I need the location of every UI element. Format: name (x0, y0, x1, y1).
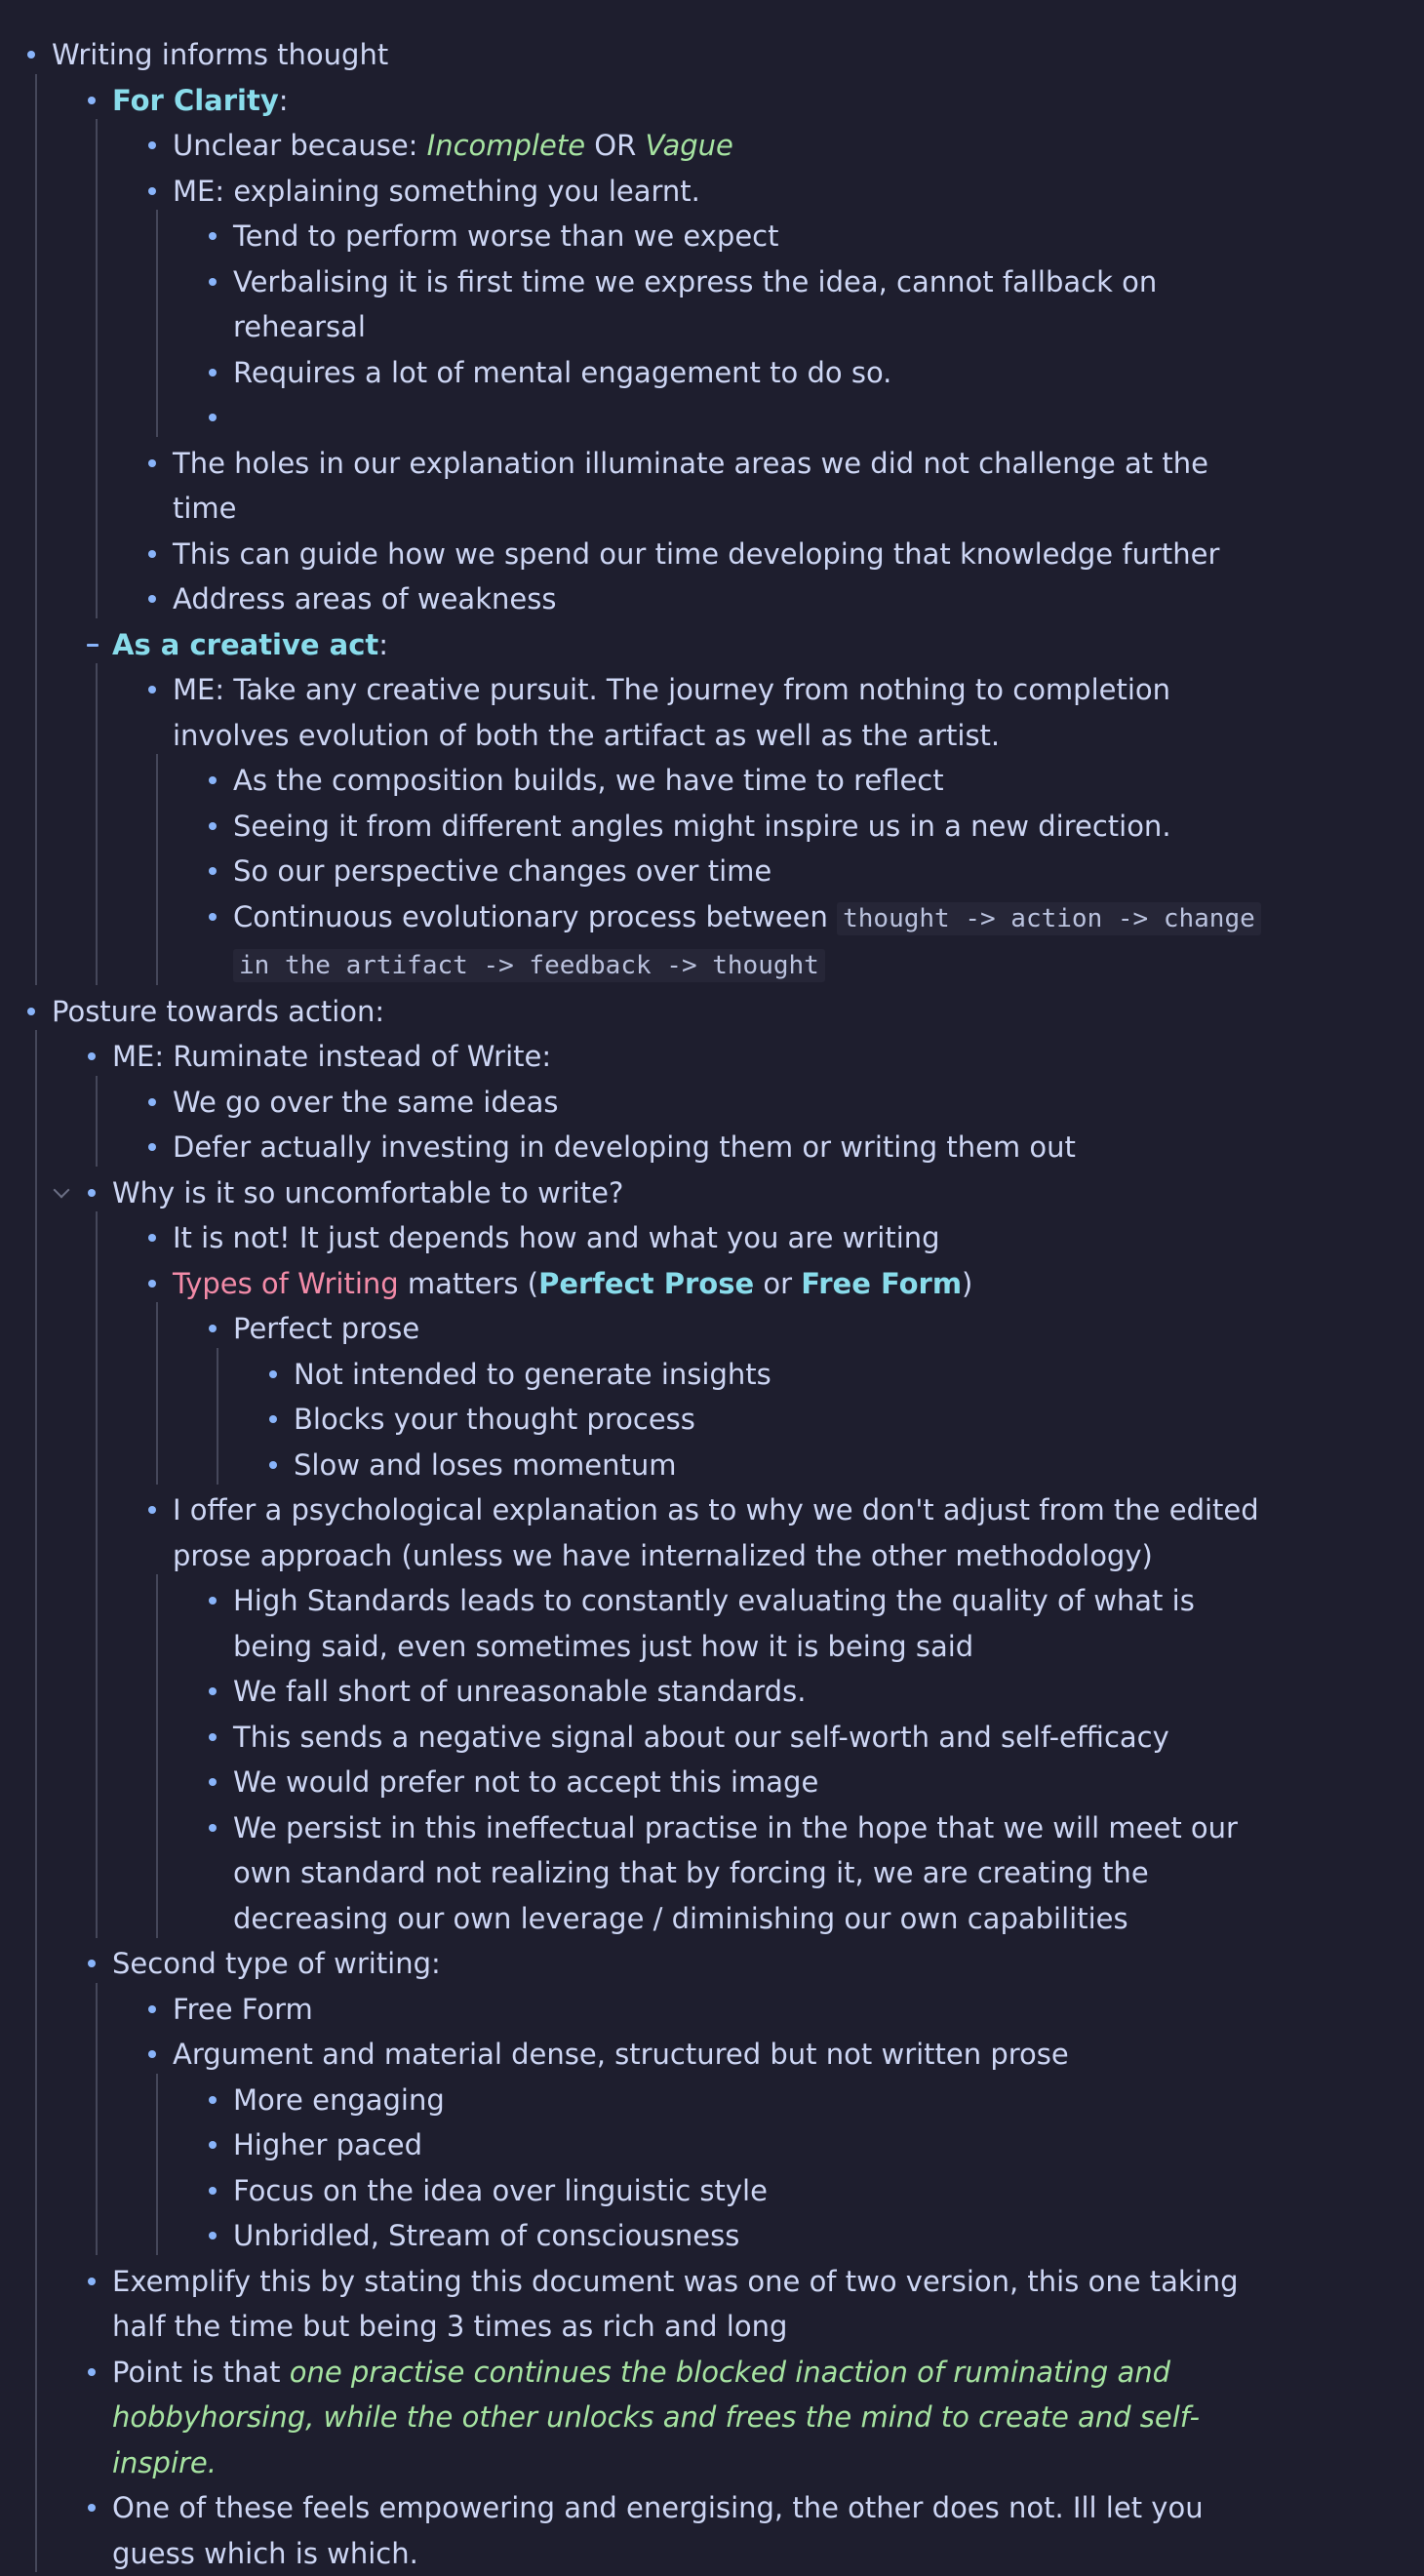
text-segment: Not intended to generate insights (294, 1357, 771, 1391)
text-segment: Point is that (112, 2355, 290, 2389)
outline-item[interactable] (0, 32, 1268, 78)
outline-item-text[interactable] (173, 447, 1208, 526)
page-link[interactable]: For Clarity (112, 83, 279, 117)
text-segment: We persist in this ineffectual practise in the hope that we will meet our own standard not realizing that by forcing it, we are creating the decreasing our own leverage / diminishing our own capabilities (233, 1810, 1238, 1935)
outline-item-text[interactable] (173, 1130, 1076, 1164)
outline-item-text[interactable] (233, 854, 771, 888)
outline-item[interactable] (0, 894, 1268, 989)
text-segment: I offer a psychological explanation as to why we don't adjust from the edited prose approach (unless we have internalized the other methodology) (173, 1493, 1259, 1572)
text-segment: As the composition builds, we have time to reflect (233, 764, 944, 797)
text-segment: Perfect prose (233, 1312, 420, 1345)
outline-item-text[interactable] (233, 900, 1261, 981)
text-segment: ME: Take any creative pursuit. The journey from nothing to completion involves evolution of both the artifact as well as the artist. (173, 673, 1171, 752)
outline-item-text[interactable] (294, 1448, 676, 1482)
bullet-icon[interactable] (27, 51, 35, 59)
outline-item-text[interactable] (173, 537, 1219, 571)
text-segment: matters ( (398, 1266, 539, 1300)
bullet-icon[interactable] (209, 776, 217, 784)
outline-item-text[interactable] (112, 628, 388, 661)
text-segment: Second type of writing: (112, 1947, 441, 1980)
text-segment: Writing informs thought (52, 38, 389, 71)
outline-item[interactable] (0, 1215, 1268, 1261)
outline-item[interactable] (0, 395, 1268, 441)
outline-item-text[interactable] (173, 1267, 972, 1300)
page-link[interactable]: Perfect Prose (538, 1266, 755, 1300)
bullet-icon[interactable] (88, 2368, 96, 2376)
outline-item-text[interactable] (173, 1086, 558, 1119)
outline-item[interactable] (0, 214, 1268, 259)
bullet-icon[interactable] (88, 1960, 96, 1967)
bullet-icon[interactable] (27, 1008, 35, 1015)
outline-item-text[interactable] (233, 1765, 818, 1799)
bullet-icon[interactable] (209, 1325, 217, 1332)
outline-item[interactable] (0, 259, 1268, 350)
bullet-icon[interactable] (148, 141, 156, 149)
outline-item-text[interactable] (233, 1584, 1195, 1663)
indent-guide (156, 210, 158, 437)
outline-item[interactable] (0, 1397, 1268, 1443)
text-segment: So our perspective changes over time (233, 854, 772, 888)
bullet-icon[interactable] (269, 1415, 277, 1423)
bullet-icon[interactable] (209, 867, 217, 875)
bullet-icon[interactable] (88, 2504, 96, 2512)
text-segment: More engaging (233, 2082, 445, 2117)
text-segment: Address areas of weakness (173, 582, 557, 615)
emphasized-text: Incomplete (426, 129, 586, 162)
text-segment: Exemplify this by stating this document was one of two version, this one taking half the time but being 3 times as rich and long (112, 2264, 1239, 2343)
text-segment: Unclear because: (173, 129, 427, 162)
text-segment: High Standards leads to constantly evaluating the quality of what is being said, even sometimes just how it is being said (233, 1584, 1195, 1663)
outline-item[interactable] (0, 1941, 1268, 1987)
outline-item-text[interactable] (233, 1811, 1238, 1935)
bullet-icon[interactable] (209, 2141, 217, 2149)
outline-item-text[interactable] (233, 356, 891, 389)
text-segment: : (278, 83, 289, 117)
outline-item-text[interactable] (173, 1221, 940, 1254)
outline-item[interactable] (0, 576, 1268, 622)
bullet-icon[interactable] (88, 1052, 96, 1060)
outline-item[interactable] (0, 2213, 1268, 2259)
text-segment: or (754, 1266, 802, 1300)
bullet-icon[interactable] (209, 1597, 217, 1605)
bullet-icon[interactable] (209, 1824, 217, 1832)
text-segment: Defer actually investing in developing them or writing them out (173, 1130, 1076, 1164)
text-segment: The holes in our explanation illuminate areas we did not challenge at the time (173, 446, 1208, 525)
outline-item[interactable] (0, 1125, 1268, 1170)
text-segment: Focus on the idea over linguistic style (233, 2173, 768, 2207)
emphasized-text: one practise continues the blocked inaction of ruminating and hobbyhorsing, while the other unlocks and frees the mind to create and self-inspire. (112, 2355, 1200, 2479)
text-segment: Why is it so uncomfortable to write? (112, 1175, 624, 1209)
outline-item-text[interactable] (233, 2083, 445, 2117)
bullet-icon[interactable] (148, 2005, 156, 2013)
outline-item-text[interactable] (233, 401, 242, 434)
indent-guide (96, 1076, 98, 1167)
inline-code: thought -> action -> change in the artifact -> feedback -> thought (233, 902, 1261, 983)
text-segment: We would prefer not to accept this image (233, 1765, 819, 1799)
outline-item-text[interactable] (112, 1040, 551, 1073)
page-link[interactable]: Free Form (801, 1266, 963, 1300)
outline-item-text[interactable] (52, 38, 388, 71)
outline-item[interactable] (0, 2078, 1268, 2123)
indent-guide (96, 1983, 98, 2255)
outline-item-text[interactable] (173, 2038, 1069, 2071)
indent-guide (156, 1574, 158, 1938)
outline-item[interactable] (0, 1715, 1268, 1761)
bullet-icon[interactable] (88, 97, 96, 104)
dash-bullet-icon[interactable] (87, 644, 99, 647)
outline-item[interactable] (0, 1034, 1268, 1080)
indent-guide (96, 663, 98, 985)
text-segment: It is not! It just depends how and what you are writing (173, 1221, 940, 1254)
text-segment: Unbridled, Stream of consciousness (233, 2219, 740, 2252)
bullet-icon[interactable] (148, 550, 156, 558)
text-segment: Argument and material dense, structured but not written prose (173, 2038, 1069, 2071)
text-segment: ME: explaining something you learnt. (173, 174, 700, 208)
bullet-icon[interactable] (148, 459, 156, 467)
bullet-icon[interactable] (209, 2232, 217, 2239)
bullet-icon[interactable] (209, 369, 217, 376)
bullet-icon[interactable] (209, 2187, 217, 2195)
bullet-icon[interactable] (209, 414, 217, 421)
outline-item-text[interactable] (233, 219, 778, 253)
outline-item[interactable] (0, 2350, 1268, 2486)
outline-item[interactable] (0, 1760, 1268, 1805)
outline-item-text[interactable] (112, 1947, 441, 1980)
bullet-icon[interactable] (209, 1778, 217, 1786)
outline-item-text[interactable] (294, 1358, 771, 1391)
outline-item-text[interactable] (233, 2174, 768, 2207)
text-segment: Posture towards action: (52, 994, 385, 1028)
text-segment: Higher paced (233, 2128, 423, 2161)
outline-item[interactable] (0, 1306, 1268, 1352)
outline-item-text[interactable] (173, 1993, 313, 2026)
outline-item-text[interactable] (112, 1176, 623, 1209)
bullet-icon[interactable] (148, 1234, 156, 1242)
bullet-icon[interactable] (209, 2096, 217, 2104)
outline-item[interactable] (0, 1080, 1268, 1126)
outline-item[interactable] (0, 758, 1268, 804)
bullet-icon[interactable] (209, 278, 217, 286)
outline-item[interactable] (0, 2259, 1268, 2350)
bullet-icon[interactable] (209, 1687, 217, 1695)
indent-guide (156, 754, 158, 985)
outline-item-text[interactable] (294, 1403, 695, 1436)
bullet-icon[interactable] (148, 2050, 156, 2058)
indent-guide (35, 1030, 37, 2572)
outline-item-text[interactable] (233, 265, 1157, 344)
text-segment: Requires a lot of mental engagement to do so. (233, 355, 892, 389)
outline-item-text[interactable] (112, 2356, 1200, 2479)
bullet-icon[interactable] (148, 187, 156, 195)
emphasized-text: Vague (645, 129, 733, 162)
chevron-down-icon[interactable] (54, 1181, 70, 1198)
bullet-icon[interactable] (148, 595, 156, 603)
bullet-icon[interactable] (209, 913, 217, 921)
outline-item[interactable] (0, 1805, 1268, 1942)
indent-guide (217, 1348, 218, 1485)
outline-item[interactable] (0, 849, 1268, 894)
outline-item-text[interactable] (173, 673, 1170, 752)
text-segment: ME: Ruminate instead of Write: (112, 1040, 552, 1073)
indent-guide (96, 119, 98, 618)
outline-item[interactable] (0, 1170, 1268, 1216)
text-segment: Free Form (173, 1992, 313, 2026)
text-segment: : (378, 627, 389, 661)
outline-item[interactable] (0, 1487, 1268, 1578)
bullet-icon[interactable] (148, 1506, 156, 1514)
text-segment: This can guide how we spend our time developing that knowledge further (173, 536, 1220, 571)
bullet-icon[interactable] (209, 1733, 217, 1741)
outline-item-text[interactable] (173, 1493, 1259, 1572)
indent-guide (156, 1302, 158, 1485)
outline-item[interactable] (0, 989, 1268, 1035)
text-segment: ) (962, 1266, 973, 1300)
indent-guide (35, 74, 37, 985)
indent-guide (156, 2074, 158, 2255)
outline-item-text[interactable] (233, 2219, 739, 2252)
outline-item[interactable] (0, 667, 1268, 758)
outline-item[interactable] (0, 1443, 1268, 1488)
outline-item-text[interactable] (233, 1675, 806, 1708)
outline-item-text[interactable] (233, 764, 944, 797)
bullet-icon[interactable] (148, 1098, 156, 1106)
outline-item-text[interactable] (233, 1312, 419, 1345)
bullet-icon[interactable] (269, 1370, 277, 1378)
text-segment: Slow and loses momentum (294, 1447, 677, 1482)
bullet-icon[interactable] (209, 232, 217, 240)
outline-item-text[interactable] (112, 2265, 1239, 2344)
text-segment: Verbalising it is first time we express the idea, cannot fallback on rehearsal (233, 264, 1158, 343)
outline-item[interactable] (0, 441, 1268, 532)
text-segment: One of these feels empowering and energising, the other does not. Ill let you guess which is which. (112, 2491, 1204, 2570)
bullet-icon[interactable] (269, 1461, 277, 1469)
outline-item[interactable] (0, 1669, 1268, 1715)
outline-item[interactable] (0, 532, 1268, 577)
text-segment: Seeing it from different angles might inspire us in a new direction. (233, 809, 1171, 843)
text-segment: Continuous evolutionary process between (233, 899, 838, 933)
outline-item-text[interactable] (173, 582, 556, 615)
bullet-icon[interactable] (148, 1143, 156, 1151)
text-segment: Blocks your thought process (294, 1403, 695, 1436)
outline-item[interactable] (0, 350, 1268, 396)
indent-guide (96, 1211, 98, 1938)
outline-item-text[interactable] (233, 810, 1171, 843)
outline-item[interactable] (0, 78, 1268, 124)
outline-item[interactable] (0, 2032, 1268, 2078)
text-segment: This sends a negative signal about our self-worth and self-efficacy (233, 1720, 1169, 1754)
outline-item[interactable] (0, 622, 1268, 668)
outline-item-text[interactable] (52, 995, 384, 1028)
outline-item[interactable] (0, 1578, 1268, 1669)
bullet-icon[interactable] (148, 1280, 156, 1288)
bullet-icon[interactable] (148, 686, 156, 694)
outline-item[interactable] (0, 2122, 1268, 2168)
outline-item[interactable] (0, 1261, 1268, 1307)
outline-item-text[interactable] (173, 175, 700, 208)
outline-item[interactable] (0, 2168, 1268, 2214)
text-segment: Tend to perform worse than we expect (233, 219, 779, 253)
outline-item[interactable] (0, 169, 1268, 215)
outline-item-text[interactable] (112, 2491, 1204, 2570)
bullet-icon[interactable] (88, 2278, 96, 2285)
outline-item[interactable] (0, 1352, 1268, 1398)
text-segment: We go over the same ideas (173, 1085, 559, 1119)
outline-item[interactable] (0, 1987, 1268, 2033)
text-segment: OR (585, 129, 646, 162)
outline-item[interactable] (0, 2485, 1268, 2576)
outline-item-text[interactable] (112, 84, 289, 117)
highlighted-text[interactable]: Types of Writing (173, 1266, 399, 1300)
outline-item-text[interactable] (173, 129, 733, 162)
page-link[interactable]: As a creative act (112, 627, 379, 661)
bullet-icon[interactable] (88, 1189, 96, 1197)
outline-item-text[interactable] (233, 1721, 1169, 1754)
text-segment: We fall short of unreasonable standards. (233, 1675, 807, 1708)
bullet-icon[interactable] (209, 822, 217, 830)
outline-item[interactable] (0, 804, 1268, 850)
outline-item-text[interactable] (233, 2128, 422, 2161)
outline-item[interactable] (0, 123, 1268, 169)
